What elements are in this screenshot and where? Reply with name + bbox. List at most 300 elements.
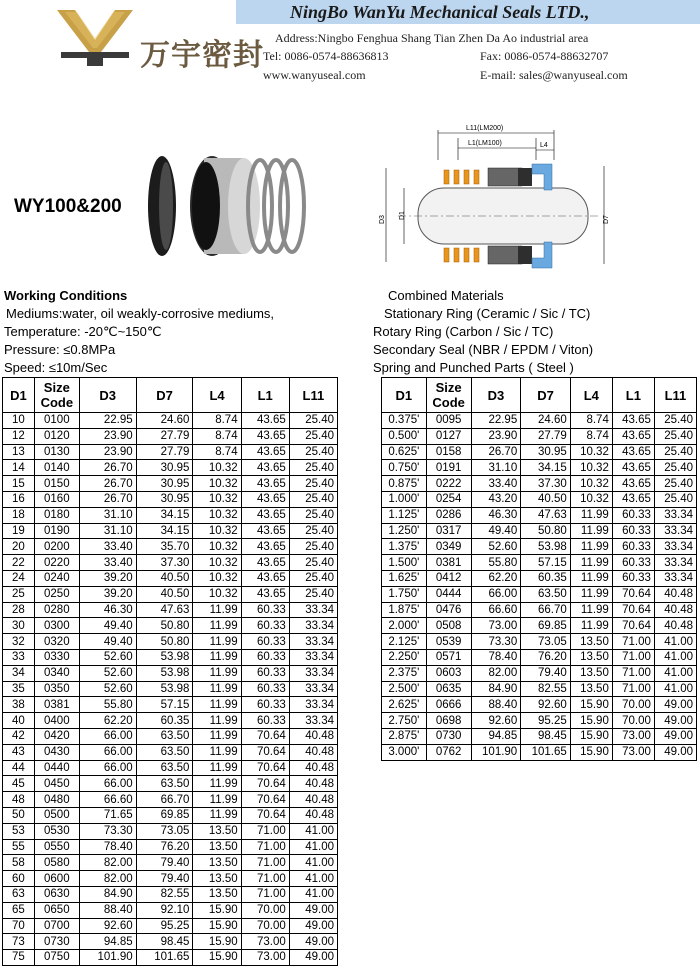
table-cell: 25.40 bbox=[289, 460, 337, 476]
table-cell: 0140 bbox=[34, 460, 79, 476]
table-cell: 10.32 bbox=[193, 570, 241, 586]
table-cell: 25.40 bbox=[289, 491, 337, 507]
table-cell: 60.33 bbox=[241, 681, 289, 697]
company-fax: Fax: 0086-0574-88632707 bbox=[480, 49, 609, 63]
table-cell: 73.00 bbox=[471, 618, 521, 634]
table-cell: 2.250' bbox=[382, 649, 427, 665]
table-cell: 71.00 bbox=[612, 634, 654, 650]
table-cell: 11.99 bbox=[570, 507, 612, 523]
table-cell: 0100 bbox=[34, 413, 79, 429]
table-cell: 33.34 bbox=[289, 602, 337, 618]
table-cell: 26.70 bbox=[79, 476, 136, 492]
table-cell: 43.65 bbox=[241, 555, 289, 571]
table-cell: 40.50 bbox=[136, 586, 193, 602]
table-row bbox=[3, 760, 338, 776]
table-row bbox=[3, 460, 338, 476]
table-cell: 70.64 bbox=[241, 744, 289, 760]
table-cell: 94.85 bbox=[79, 934, 136, 950]
column-header: D3 bbox=[79, 378, 136, 413]
table-row bbox=[3, 507, 338, 523]
table-row bbox=[382, 634, 697, 650]
table-cell: 66.60 bbox=[471, 602, 521, 618]
table-cell: 43 bbox=[3, 744, 35, 760]
table-cell: 0340 bbox=[34, 665, 79, 681]
table-cell: 43.65 bbox=[241, 444, 289, 460]
table-row bbox=[3, 697, 338, 713]
table-cell: 73.30 bbox=[471, 634, 521, 650]
table-row bbox=[3, 839, 338, 855]
table-cell: 92.10 bbox=[136, 902, 193, 918]
table-cell: 37.30 bbox=[136, 555, 193, 571]
table-cell: 25.40 bbox=[289, 413, 337, 429]
working-conditions-title: Working Conditions bbox=[4, 288, 128, 303]
table-cell: 0700 bbox=[34, 918, 79, 934]
table-cell: 71.00 bbox=[612, 665, 654, 681]
table-cell: 25.40 bbox=[289, 476, 337, 492]
table-cell: 26.70 bbox=[471, 444, 521, 460]
table-row bbox=[382, 728, 697, 744]
table-cell: 55.80 bbox=[471, 555, 521, 571]
table-cell: 0150 bbox=[34, 476, 79, 492]
table-cell: 41.00 bbox=[654, 681, 696, 697]
table-cell: 52.60 bbox=[79, 665, 136, 681]
table-header-row bbox=[3, 378, 338, 413]
table-cell: 27.79 bbox=[136, 428, 193, 444]
table-cell: 11.99 bbox=[570, 570, 612, 586]
table-cell: 41.00 bbox=[654, 634, 696, 650]
table-cell: 71.00 bbox=[241, 839, 289, 855]
table-row bbox=[3, 539, 338, 555]
table-cell: 43.65 bbox=[241, 586, 289, 602]
table-cell: 0280 bbox=[34, 602, 79, 618]
table-cell: 73.30 bbox=[79, 823, 136, 839]
table-cell: 11.99 bbox=[193, 728, 241, 744]
table-cell: 11.99 bbox=[193, 618, 241, 634]
table-cell: 0444 bbox=[426, 586, 471, 602]
table-cell: 0190 bbox=[34, 523, 79, 539]
table-cell: 14 bbox=[3, 460, 35, 476]
table-cell: 13.50 bbox=[193, 823, 241, 839]
table-cell: 0530 bbox=[34, 823, 79, 839]
table-cell: 25.40 bbox=[289, 539, 337, 555]
table-cell: 25.40 bbox=[654, 460, 696, 476]
table-cell: 70.64 bbox=[241, 760, 289, 776]
table-cell: 70.64 bbox=[241, 728, 289, 744]
table-cell: 33.34 bbox=[289, 681, 337, 697]
table-cell: 82.00 bbox=[79, 855, 136, 871]
material-secondary: Secondary Seal (NBR / EPDM / Viton) bbox=[373, 342, 594, 357]
table-cell: 11.99 bbox=[193, 713, 241, 729]
table-cell: 28 bbox=[3, 602, 35, 618]
table-cell: 34.15 bbox=[136, 523, 193, 539]
table-cell: 55.80 bbox=[79, 697, 136, 713]
table-cell: 11.99 bbox=[193, 807, 241, 823]
table-cell: 15.90 bbox=[193, 934, 241, 950]
table-cell: 1.250' bbox=[382, 523, 427, 539]
table-cell: 0286 bbox=[426, 507, 471, 523]
table-cell: 60.33 bbox=[612, 507, 654, 523]
label-l11: L11(LM200) bbox=[466, 125, 504, 132]
table-cell: 11.99 bbox=[193, 776, 241, 792]
table-cell: 88.40 bbox=[79, 902, 136, 918]
table-cell: 15.90 bbox=[570, 697, 612, 713]
table-cell: 15 bbox=[3, 476, 35, 492]
condition-pressure: Pressure: ≤0.8MPa bbox=[4, 342, 116, 357]
table-row bbox=[382, 523, 697, 539]
table-cell: 43.65 bbox=[241, 413, 289, 429]
table-cell: 43.65 bbox=[241, 507, 289, 523]
table-cell: 0330 bbox=[34, 649, 79, 665]
table-cell: 73.05 bbox=[521, 634, 571, 650]
table-cell: 60 bbox=[3, 871, 35, 887]
table-cell: 30.95 bbox=[136, 491, 193, 507]
table-row bbox=[382, 491, 697, 507]
table-cell: 26.70 bbox=[79, 491, 136, 507]
table-cell: 23.90 bbox=[471, 428, 521, 444]
table-row bbox=[382, 444, 697, 460]
table-cell: 0650 bbox=[34, 902, 79, 918]
table-cell: 25.40 bbox=[289, 444, 337, 460]
table-cell: 70.64 bbox=[241, 792, 289, 808]
table-cell: 43.65 bbox=[612, 428, 654, 444]
table-cell: 0750 bbox=[34, 950, 79, 966]
table-cell: 69.85 bbox=[521, 618, 571, 634]
table-cell: 70.00 bbox=[241, 902, 289, 918]
table-cell: 43.65 bbox=[241, 491, 289, 507]
table-cell: 101.90 bbox=[471, 744, 521, 760]
table-cell: 82.00 bbox=[79, 871, 136, 887]
table-cell: 47.63 bbox=[521, 507, 571, 523]
table-cell: 2.750' bbox=[382, 713, 427, 729]
table-row bbox=[382, 507, 697, 523]
table-cell: 22.95 bbox=[79, 413, 136, 429]
table-cell: 33.34 bbox=[289, 713, 337, 729]
table-cell: 46.30 bbox=[79, 602, 136, 618]
table-cell: 32 bbox=[3, 634, 35, 650]
table-cell: 52.60 bbox=[79, 649, 136, 665]
table-cell: 95.25 bbox=[521, 713, 571, 729]
column-header: L11 bbox=[654, 378, 696, 413]
table-cell: 40.48 bbox=[654, 618, 696, 634]
table-cell: 53.98 bbox=[136, 681, 193, 697]
table-cell: 24.60 bbox=[521, 413, 571, 429]
table-cell: 49.00 bbox=[289, 902, 337, 918]
table-cell: 43.65 bbox=[612, 460, 654, 476]
table-row bbox=[3, 413, 338, 429]
table-cell: 78.40 bbox=[471, 649, 521, 665]
table-cell: 33.34 bbox=[654, 523, 696, 539]
table-cell: 71.00 bbox=[612, 649, 654, 665]
table-cell: 1.375' bbox=[382, 539, 427, 555]
table-row bbox=[382, 413, 697, 429]
table-cell: 0550 bbox=[34, 839, 79, 855]
table-cell: 66.00 bbox=[471, 586, 521, 602]
table-cell: 0240 bbox=[34, 570, 79, 586]
table-cell: 0730 bbox=[426, 728, 471, 744]
table-cell: 82.00 bbox=[471, 665, 521, 681]
table-cell: 71.65 bbox=[79, 807, 136, 823]
table-cell: 0350 bbox=[34, 681, 79, 697]
table-cell: 8.74 bbox=[193, 444, 241, 460]
table-cell: 62.20 bbox=[79, 713, 136, 729]
table-cell: 35 bbox=[3, 681, 35, 697]
table-row bbox=[382, 649, 697, 665]
table-row bbox=[3, 444, 338, 460]
table-cell: 33.34 bbox=[654, 539, 696, 555]
table-cell: 43.20 bbox=[471, 491, 521, 507]
company-address: Address:Ningbo Fenghua Shang Tian Zhen Da Ao industrial area bbox=[275, 31, 589, 45]
table-cell: 10 bbox=[3, 413, 35, 429]
table-cell: 1.000' bbox=[382, 491, 427, 507]
table-cell: 25.40 bbox=[654, 444, 696, 460]
table-row bbox=[3, 776, 338, 792]
column-header: D3 bbox=[471, 378, 521, 413]
table-cell: 39.20 bbox=[79, 586, 136, 602]
table-cell: 12 bbox=[3, 428, 35, 444]
table-cell: 49.00 bbox=[654, 697, 696, 713]
seal-product-photo bbox=[140, 150, 320, 262]
table-cell: 60.33 bbox=[241, 602, 289, 618]
seal-dimension-diagram bbox=[368, 120, 620, 270]
table-row bbox=[3, 491, 338, 507]
table-cell: 78.40 bbox=[79, 839, 136, 855]
table-cell: 0222 bbox=[426, 476, 471, 492]
table-cell: 82.55 bbox=[521, 681, 571, 697]
table-cell: 88.40 bbox=[471, 697, 521, 713]
column-header: Size Code bbox=[34, 378, 79, 413]
table-cell: 0349 bbox=[426, 539, 471, 555]
table-row bbox=[3, 602, 338, 618]
table-row bbox=[3, 586, 338, 602]
table-cell: 49.40 bbox=[471, 523, 521, 539]
table-cell: 30.95 bbox=[136, 476, 193, 492]
table-cell: 0320 bbox=[34, 634, 79, 650]
table-cell: 11.99 bbox=[570, 523, 612, 539]
brand-name-cn: 万宇密封 bbox=[140, 38, 264, 73]
table-cell: 11.99 bbox=[570, 555, 612, 571]
table-cell: 33.34 bbox=[654, 555, 696, 571]
table-row bbox=[3, 886, 338, 902]
table-cell: 63.50 bbox=[136, 728, 193, 744]
table-row bbox=[382, 476, 697, 492]
table-cell: 16 bbox=[3, 491, 35, 507]
table-cell: 73.00 bbox=[612, 744, 654, 760]
table-row bbox=[382, 586, 697, 602]
table-cell: 70.00 bbox=[612, 697, 654, 713]
table-row bbox=[3, 618, 338, 634]
table-cell: 13.50 bbox=[570, 681, 612, 697]
company-website[interactable]: www.wanyuseal.com bbox=[263, 68, 366, 82]
table-cell: 70.64 bbox=[241, 807, 289, 823]
table-cell: 10.32 bbox=[570, 460, 612, 476]
table-cell: 43.65 bbox=[612, 491, 654, 507]
table-cell: 1.750' bbox=[382, 586, 427, 602]
table-row bbox=[3, 934, 338, 950]
table-cell: 0698 bbox=[426, 713, 471, 729]
table-cell: 33.34 bbox=[289, 634, 337, 650]
table-cell: 40.48 bbox=[654, 586, 696, 602]
table-cell: 66.00 bbox=[79, 776, 136, 792]
inch-size-table bbox=[381, 377, 697, 761]
table-cell: 40.48 bbox=[289, 728, 337, 744]
table-cell: 11.99 bbox=[193, 602, 241, 618]
table-cell: 25.40 bbox=[654, 428, 696, 444]
table-cell: 13.50 bbox=[570, 665, 612, 681]
table-cell: 43.65 bbox=[612, 476, 654, 492]
table-cell: 0381 bbox=[426, 555, 471, 571]
table-cell: 0580 bbox=[34, 855, 79, 871]
table-cell: 66.70 bbox=[521, 602, 571, 618]
table-row bbox=[3, 476, 338, 492]
table-cell: 0095 bbox=[426, 413, 471, 429]
table-cell: 2.625' bbox=[382, 697, 427, 713]
table-cell: 49.00 bbox=[654, 744, 696, 760]
table-cell: 10.32 bbox=[193, 507, 241, 523]
table-row bbox=[3, 428, 338, 444]
table-cell: 43.65 bbox=[241, 539, 289, 555]
table-header-row bbox=[382, 378, 697, 413]
table-cell: 40.48 bbox=[289, 760, 337, 776]
table-cell: 50.80 bbox=[136, 618, 193, 634]
table-cell: 0500 bbox=[34, 807, 79, 823]
table-cell: 30 bbox=[3, 618, 35, 634]
table-cell: 92.60 bbox=[521, 697, 571, 713]
table-cell: 38 bbox=[3, 697, 35, 713]
table-row bbox=[3, 950, 338, 966]
table-cell: 41.00 bbox=[289, 823, 337, 839]
table-row bbox=[382, 665, 697, 681]
table-cell: 69.85 bbox=[136, 807, 193, 823]
table-row bbox=[3, 649, 338, 665]
table-row bbox=[382, 744, 697, 760]
table-cell: 0300 bbox=[34, 618, 79, 634]
table-cell: 55 bbox=[3, 839, 35, 855]
table-row bbox=[382, 681, 697, 697]
table-cell: 41.00 bbox=[289, 871, 337, 887]
table-cell: 15.90 bbox=[193, 902, 241, 918]
table-cell: 43.65 bbox=[241, 523, 289, 539]
table-cell: 0400 bbox=[34, 713, 79, 729]
column-header: L1 bbox=[612, 378, 654, 413]
table-cell: 49.00 bbox=[654, 713, 696, 729]
table-cell: 92.60 bbox=[79, 918, 136, 934]
table-cell: 84.90 bbox=[471, 681, 521, 697]
table-cell: 1.125' bbox=[382, 507, 427, 523]
table-cell: 65 bbox=[3, 902, 35, 918]
table-cell: 8.74 bbox=[193, 413, 241, 429]
table-cell: 43.65 bbox=[612, 444, 654, 460]
table-cell: 73.00 bbox=[241, 950, 289, 966]
table-cell: 13.50 bbox=[193, 871, 241, 887]
table-cell: 37.30 bbox=[521, 476, 571, 492]
table-cell: 27.79 bbox=[136, 444, 193, 460]
table-cell: 57.15 bbox=[521, 555, 571, 571]
table-cell: 15.90 bbox=[193, 950, 241, 966]
table-cell: 70.64 bbox=[241, 776, 289, 792]
table-cell: 10.32 bbox=[193, 539, 241, 555]
table-cell: 40 bbox=[3, 713, 35, 729]
table-cell: 42 bbox=[3, 728, 35, 744]
company-tel: Tel: 0086-0574-88636813 bbox=[263, 49, 389, 63]
table-cell: 1.875' bbox=[382, 602, 427, 618]
table-cell: 2.875' bbox=[382, 728, 427, 744]
table-cell: 11.99 bbox=[570, 586, 612, 602]
table-cell: 0381 bbox=[34, 697, 79, 713]
table-cell: 52.60 bbox=[471, 539, 521, 555]
table-cell: 70.64 bbox=[612, 602, 654, 618]
table-cell: 19 bbox=[3, 523, 35, 539]
table-cell: 10.32 bbox=[570, 444, 612, 460]
table-cell: 60.35 bbox=[136, 713, 193, 729]
column-header: Size Code bbox=[426, 378, 471, 413]
table-cell: 71.00 bbox=[612, 681, 654, 697]
column-header: L4 bbox=[570, 378, 612, 413]
table-cell: 70.00 bbox=[612, 713, 654, 729]
table-cell: 0127 bbox=[426, 428, 471, 444]
table-cell: 50.80 bbox=[136, 634, 193, 650]
table-row bbox=[382, 618, 697, 634]
label-d1: D1 bbox=[399, 211, 406, 220]
table-cell: 33.34 bbox=[289, 618, 337, 634]
table-cell: 0420 bbox=[34, 728, 79, 744]
table-cell: 11.99 bbox=[193, 760, 241, 776]
table-cell: 8.74 bbox=[570, 428, 612, 444]
table-row bbox=[3, 523, 338, 539]
table-cell: 33.34 bbox=[289, 649, 337, 665]
table-cell: 0220 bbox=[34, 555, 79, 571]
table-cell: 57.15 bbox=[136, 697, 193, 713]
column-header: D7 bbox=[521, 378, 571, 413]
table-cell: 11.99 bbox=[193, 649, 241, 665]
table-cell: 40.48 bbox=[289, 744, 337, 760]
table-cell: 1.500' bbox=[382, 555, 427, 571]
table-cell: 49.00 bbox=[289, 934, 337, 950]
label-l1: L1(LM100) bbox=[468, 140, 502, 147]
company-email[interactable]: E-mail: sales@wanyuseal.com bbox=[480, 68, 628, 82]
table-row bbox=[3, 634, 338, 650]
table-cell: 45 bbox=[3, 776, 35, 792]
table-cell: 25.40 bbox=[654, 491, 696, 507]
table-row bbox=[382, 570, 697, 586]
column-header: D1 bbox=[3, 378, 35, 413]
table-cell: 0200 bbox=[34, 539, 79, 555]
table-cell: 53 bbox=[3, 823, 35, 839]
table-cell: 31.10 bbox=[79, 507, 136, 523]
label-l4: L4 bbox=[540, 142, 548, 149]
table-cell: 23.90 bbox=[79, 444, 136, 460]
table-cell: 33 bbox=[3, 649, 35, 665]
table-cell: 71.00 bbox=[241, 855, 289, 871]
table-cell: 15.90 bbox=[570, 713, 612, 729]
table-cell: 26.70 bbox=[79, 460, 136, 476]
wanyu-logo bbox=[55, 8, 135, 66]
table-cell: 62.20 bbox=[471, 570, 521, 586]
table-row bbox=[3, 823, 338, 839]
table-cell: 10.32 bbox=[193, 476, 241, 492]
table-cell: 0317 bbox=[426, 523, 471, 539]
table-cell: 43.65 bbox=[612, 413, 654, 429]
table-cell: 0666 bbox=[426, 697, 471, 713]
table-cell: 71.00 bbox=[241, 871, 289, 887]
table-row bbox=[3, 918, 338, 934]
table-cell: 41.00 bbox=[289, 839, 337, 855]
table-cell: 30.95 bbox=[136, 460, 193, 476]
table-cell: 15.90 bbox=[193, 918, 241, 934]
table-cell: 0480 bbox=[34, 792, 79, 808]
product-model: WY100&200 bbox=[14, 196, 122, 217]
table-cell: 0254 bbox=[426, 491, 471, 507]
table-cell: 0440 bbox=[34, 760, 79, 776]
